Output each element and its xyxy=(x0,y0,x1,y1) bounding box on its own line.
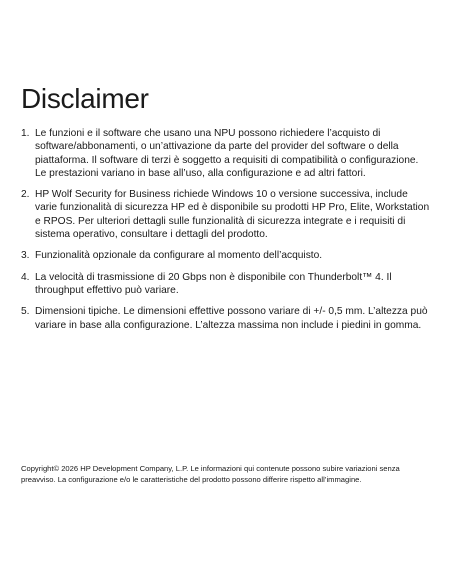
list-item-number: 4. xyxy=(21,271,30,283)
list-item xyxy=(21,127,431,180)
list-item-text: Funzionalità opzionale da configurare al momento dell’acquisto. xyxy=(35,250,323,262)
list-item xyxy=(21,305,431,332)
list-item-number: 5. xyxy=(21,306,30,318)
page-title: Disclaimer xyxy=(21,83,149,114)
list-item-number: 3. xyxy=(21,250,30,262)
list-item-text: La velocità di trasmissione di 20 Gbps non è disponibile con Thunderbolt™ 4. Il throughput effettivo può variare. xyxy=(35,271,392,296)
list-item xyxy=(21,271,431,298)
list-item-number: 2. xyxy=(21,189,30,201)
list-item-text: Dimensioni tipiche. Le dimensioni effettive possono variare di +/- 0,5 mm. L’altezza può variare in base alla configurazione. L’altezza massima non include i piedini in gomma. xyxy=(35,306,428,331)
list-item xyxy=(21,249,431,262)
list-item-number: 1. xyxy=(21,128,30,139)
list-item-text: HP Wolf Security for Business richiede Windows 10 o versione successiva, include varie funzionalità di sicurezza HP ed è disponibile su prodotti HP Pro, Elite, Workstation e RPOS. Per ulteriori dettagli sulle funzionalità di sicurezza integrate e i requisiti di sistema operativo, consultare i dettagli del prodotto. xyxy=(35,189,430,241)
list-item-text: Le funzioni e il software che usano una NPU possono richiedere l’acquisto di software/abbonamenti, o un’attivazione da parte del provider del software o della piattaforma. Il software di terzi è soggetto a requisiti di compatibilità o configurazione. Le prestazioni variano in base all’uso, alla configurazione e ad altri fattori. xyxy=(35,128,419,179)
list-item xyxy=(21,188,431,241)
copyright-footer: Copyright© 2026 HP Development Company, L.P. Le informazioni qui contenute possono subire variazioni senza preavviso. La configurazione e/o le caratteristiche del prodotto possono differire rispetto all’immagine. xyxy=(21,464,400,484)
disclaimer-list xyxy=(21,127,431,340)
